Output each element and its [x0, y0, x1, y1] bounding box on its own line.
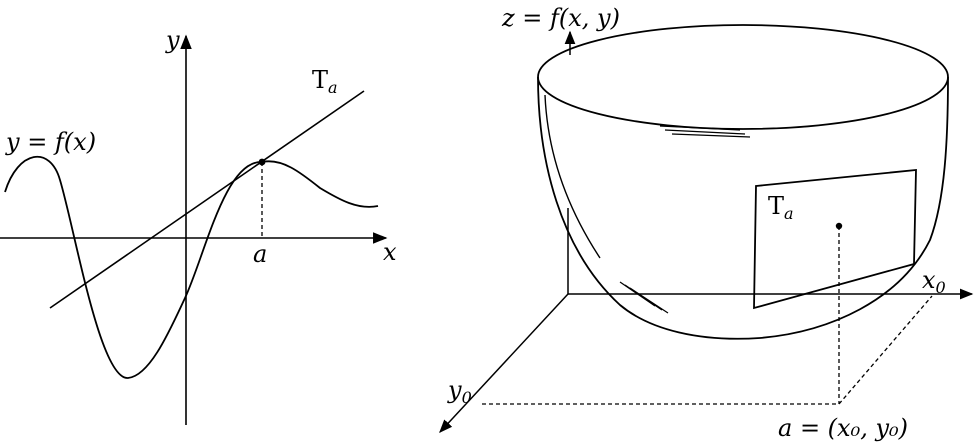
- left-diagram: [0, 26, 397, 425]
- bowl-left-edge-inner: [545, 95, 600, 258]
- tangent-line: [50, 91, 364, 308]
- point-a-label: a: [253, 240, 268, 268]
- curve-label: y = f(x): [6, 128, 97, 156]
- bowl-body: [538, 77, 948, 339]
- x-axis-label: x: [383, 238, 397, 266]
- bowl-shading-top: [660, 126, 750, 137]
- bowl-shading-side: [620, 282, 668, 313]
- y-axis-label: y: [166, 26, 180, 54]
- bowl-rim: [538, 25, 948, 129]
- function-curve: [5, 157, 378, 378]
- surface-label: z = f(x, y): [502, 4, 620, 32]
- plane-label: $T_a$: [768, 192, 794, 223]
- y0-axis: [440, 294, 568, 432]
- tangent-label: $T_a$: [312, 66, 338, 97]
- right-diagram: [440, 4, 972, 442]
- x0-label: $x_0$: [922, 266, 946, 297]
- point-a-coords-label: a = (x₀, y₀): [778, 414, 908, 442]
- y0-label: $y_0$: [448, 376, 472, 407]
